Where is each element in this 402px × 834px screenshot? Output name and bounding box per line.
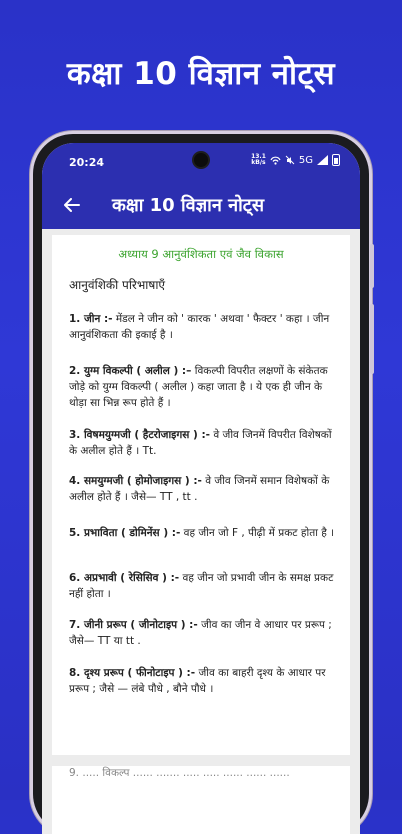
section-heading: आनुवंशिकी परिभाषाएँ [69,278,166,292]
definition-item: 6. अप्रभावी ( रेसिसिव ) :- वह जीन जो प्रभावी जीन के समक्ष प्रकट नहीं होता । [69,572,334,600]
notes-content[interactable] [42,229,360,834]
status-icons [251,154,340,166]
hotspot-icon [270,156,281,165]
net-speed: 13.1 kB/s [251,153,266,166]
definition-item: 5. प्रभाविता ( डोमिनेंस ) :- वह जीन जो F , पीढ़ी में प्रकट होता है । [69,527,335,539]
front-camera [194,153,208,167]
arrow-left-icon [64,198,80,212]
definition-item: 2. युग्म विकल्पी ( अलील ) :– विकल्पी विपरीत लक्षणों के संकेतक जोड़े को युग्म विकल्पी ( अलील ) कहा जाता है । ये एक ही जीन के थोड़ा सा भिन्न रूप होते हैं । [69,365,328,409]
definition-item: 3. विषमयुग्मजी ( हैटरोजाइगस ) :- वे जीव जिनमें विपरीत विशेषकों के अलील होते हैं । Tt. [69,429,332,457]
network-type: 5G [298,154,313,166]
phone-frame [33,134,369,834]
volume-button [370,244,374,288]
next-page-preview: 9. ..... विकल्प ...... ....... ..... ..... ...... ...... ...... [69,767,290,779]
power-button [370,304,374,374]
phone-screen [42,143,360,834]
app-bar [42,181,360,229]
battery-icon [332,154,340,166]
mute-icon [285,155,295,165]
definition-item: 7. जीनी प्ररूप ( जीनोटाइप ) :- जीव का जीन वे आधार पर प्ररूप ; जैसे— TT या tt . [69,619,332,647]
definition-item: 8. दृश्य प्ररूप ( फीनोटाइप ) :- जीव का बाहरी दृश्य के आधार पर प्ररूप ; जैसे — लंबे पौधे , बौने पौधे । [69,667,326,695]
chapter-heading: अध्याय 9 आनुवंशिकता एवं जैव विकास [118,247,284,261]
promo-title: कक्षा 10 विज्ञान नोट्स [66,56,336,92]
app-title: कक्षा 10 विज्ञान नोट्स [112,195,264,216]
status-time: 20:24 [69,156,105,169]
next-notes-page [52,766,350,834]
definition-item: 4. समयुग्मजी ( होमोजाइगस ) :- वे जीव जिनमें समान विशेषकों के अलील होते हैं । जैसे— TT , tt . [69,475,330,503]
notes-page [52,235,350,755]
signal-icon [317,155,328,165]
status-bar [42,143,360,181]
back-button[interactable] [58,191,86,219]
definition-item: 1. जीन :- मेंडल ने जीन को ' कारक ' अथवा ' फैक्टर ' कहा । जीन आनुवंशिकता की इकाई है । [69,313,330,341]
